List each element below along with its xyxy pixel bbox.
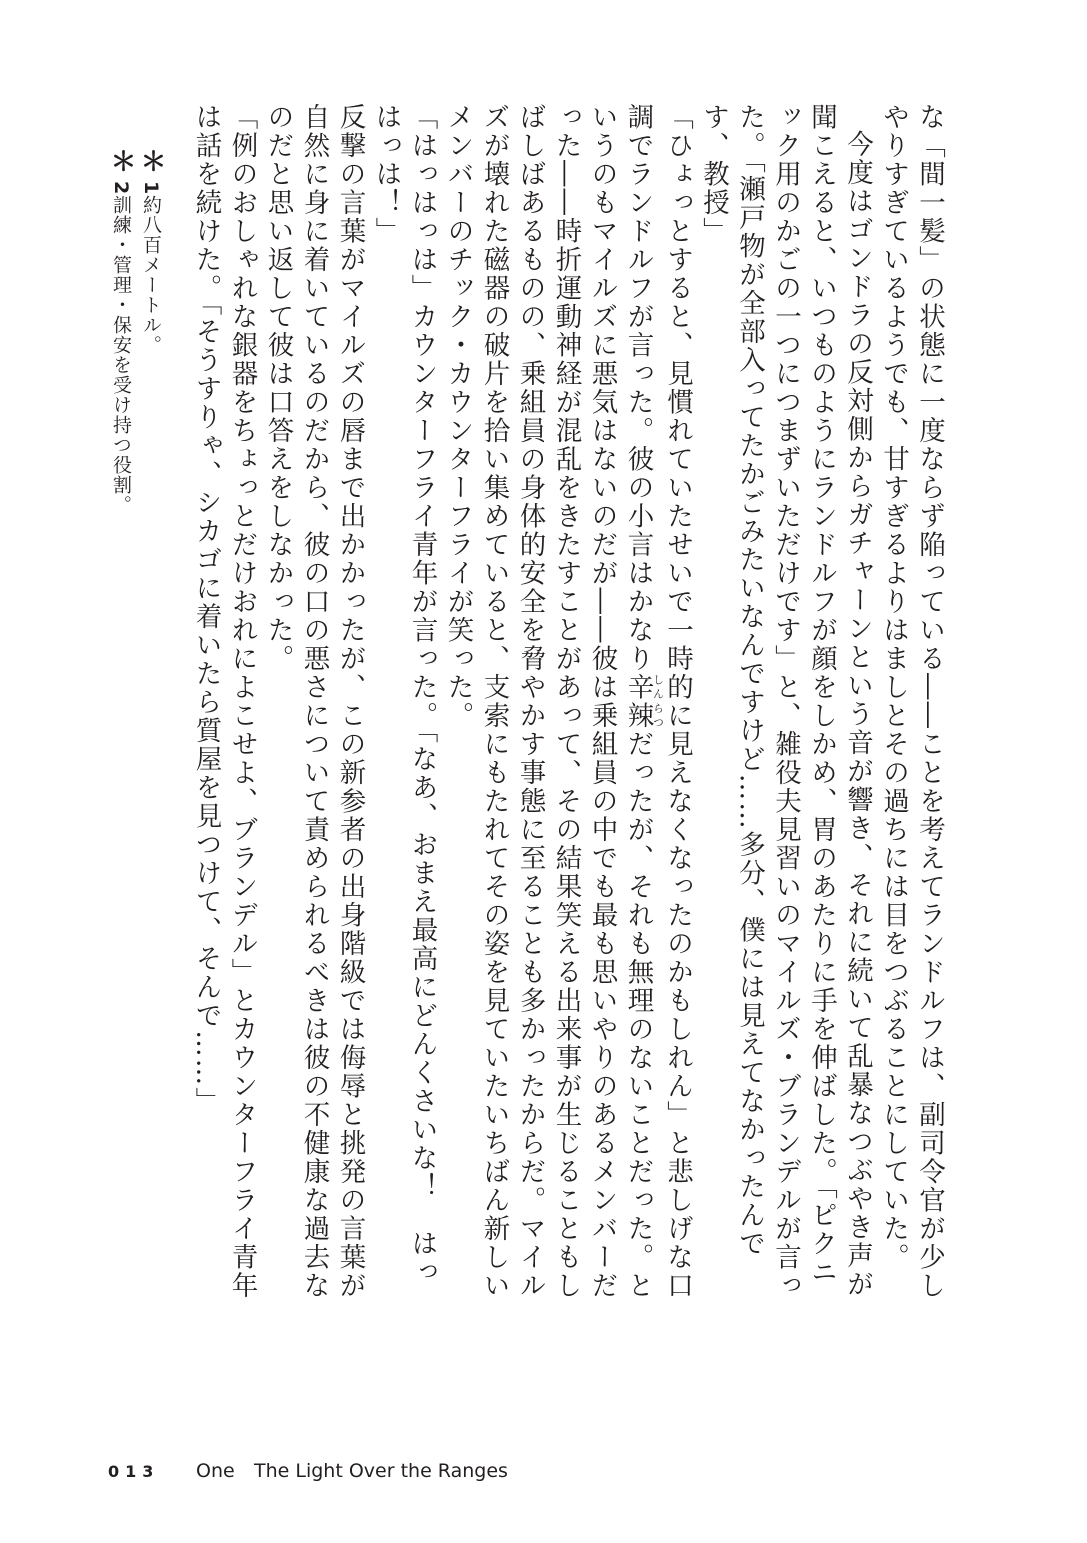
ruby-word: 辛辣しんらつ [622, 673, 665, 730]
footnote-number: 2 [110, 181, 132, 196]
footnote-mark: ＊ [136, 148, 166, 175]
running-footer [108, 1457, 608, 1485]
paragraph-7 [187, 103, 188, 1315]
footnotes [106, 148, 166, 748]
paragraph-3-text: 「ひょっとすると、見慣れていたせいで一時的に見えなくなったのかもしれん」と悲しげな口調でランドルフが言った。彼の小言はかなり辛辣しんらつだったが、それも無理のないことだった。というのもマイルズに悪気はないのだが――彼は乗組員の中でも最も思いやりのあるメンバーだった――時折運動神経が混乱をきたすことがあって、その結果笑える出来事が生じることもしばしばあるものの、乗組員の身体的安全を脅やかす事態に至ることも多かったからだ。マイルズが壊れた磁器の破片を拾い集めていると、支索にもたれてその姿を見ていたいちばん新しいメンバーのチック・カウンターフライが笑った。 [442, 103, 693, 1300]
footnote-text: 約八百メートル。 [140, 195, 162, 356]
page-number: 013 [108, 1462, 160, 1481]
footnote-2 [106, 148, 136, 748]
paragraph-5: 反撃の言葉がマイルズの唇まで出かかったが、この新参者の出身階級では侮辱と挑発の言葉が自然に身に着いているのだから、彼の口の悪さについて責められるべきは彼の不健康な過去なのだと思い返して彼は口答えをしなかった。 [262, 103, 366, 1300]
footnote-number: 1 [140, 181, 162, 196]
body-text [187, 103, 947, 1315]
paragraph-3 [440, 103, 696, 1315]
footnote-mark: ＊ [106, 148, 136, 175]
paragraph-2: 今度はゴンドラの反対側からガチャーンという音が響き、それに続いて乱暴なつぶやき声が聞こえると、いつものようにランドルフが顔をしかめ、胃のあたりに手を伸ばした。「ピクニック用のかごの一つにつまずいただけです」と、雑役夫見習いのマイルズ・ブランデルが言った。「瀬戸物が全部入ってたかごみたいなんですけど……多分、僕には見えてなかったんです、教授」 [698, 103, 873, 1300]
paragraph-1: な「間一髪」の状態に一度ならず陥っている――ことを考えてランドルフは、副司令官が少しやりすぎているようでも、甘すぎるよりはましとその過ちには目をつぶることにしていた。 [878, 103, 945, 1300]
paragraph-6: 「例のおしゃれな銀器をちょっとだけおれによこせよ、ブランデル」とカウンターフライ青年は話を続けた。「そうすりゃ、シカゴに着いたら質屋を見つけて、そんで……」 [190, 103, 258, 1300]
paragraph-4: 「はっはっは」カウンターフライ青年が言った。「なあ、おまえ最高にどんくさいな！ はっはっは！」 [370, 103, 438, 1287]
ruby-text: しんらつ [651, 673, 665, 730]
chapter-title: The Light Over the Ranges [254, 1460, 508, 1482]
chapter-label: One [196, 1460, 235, 1482]
footnote-1 [136, 148, 166, 748]
footnote-text: 訓練・管理・保安を受け持つ役割。 [110, 195, 132, 516]
